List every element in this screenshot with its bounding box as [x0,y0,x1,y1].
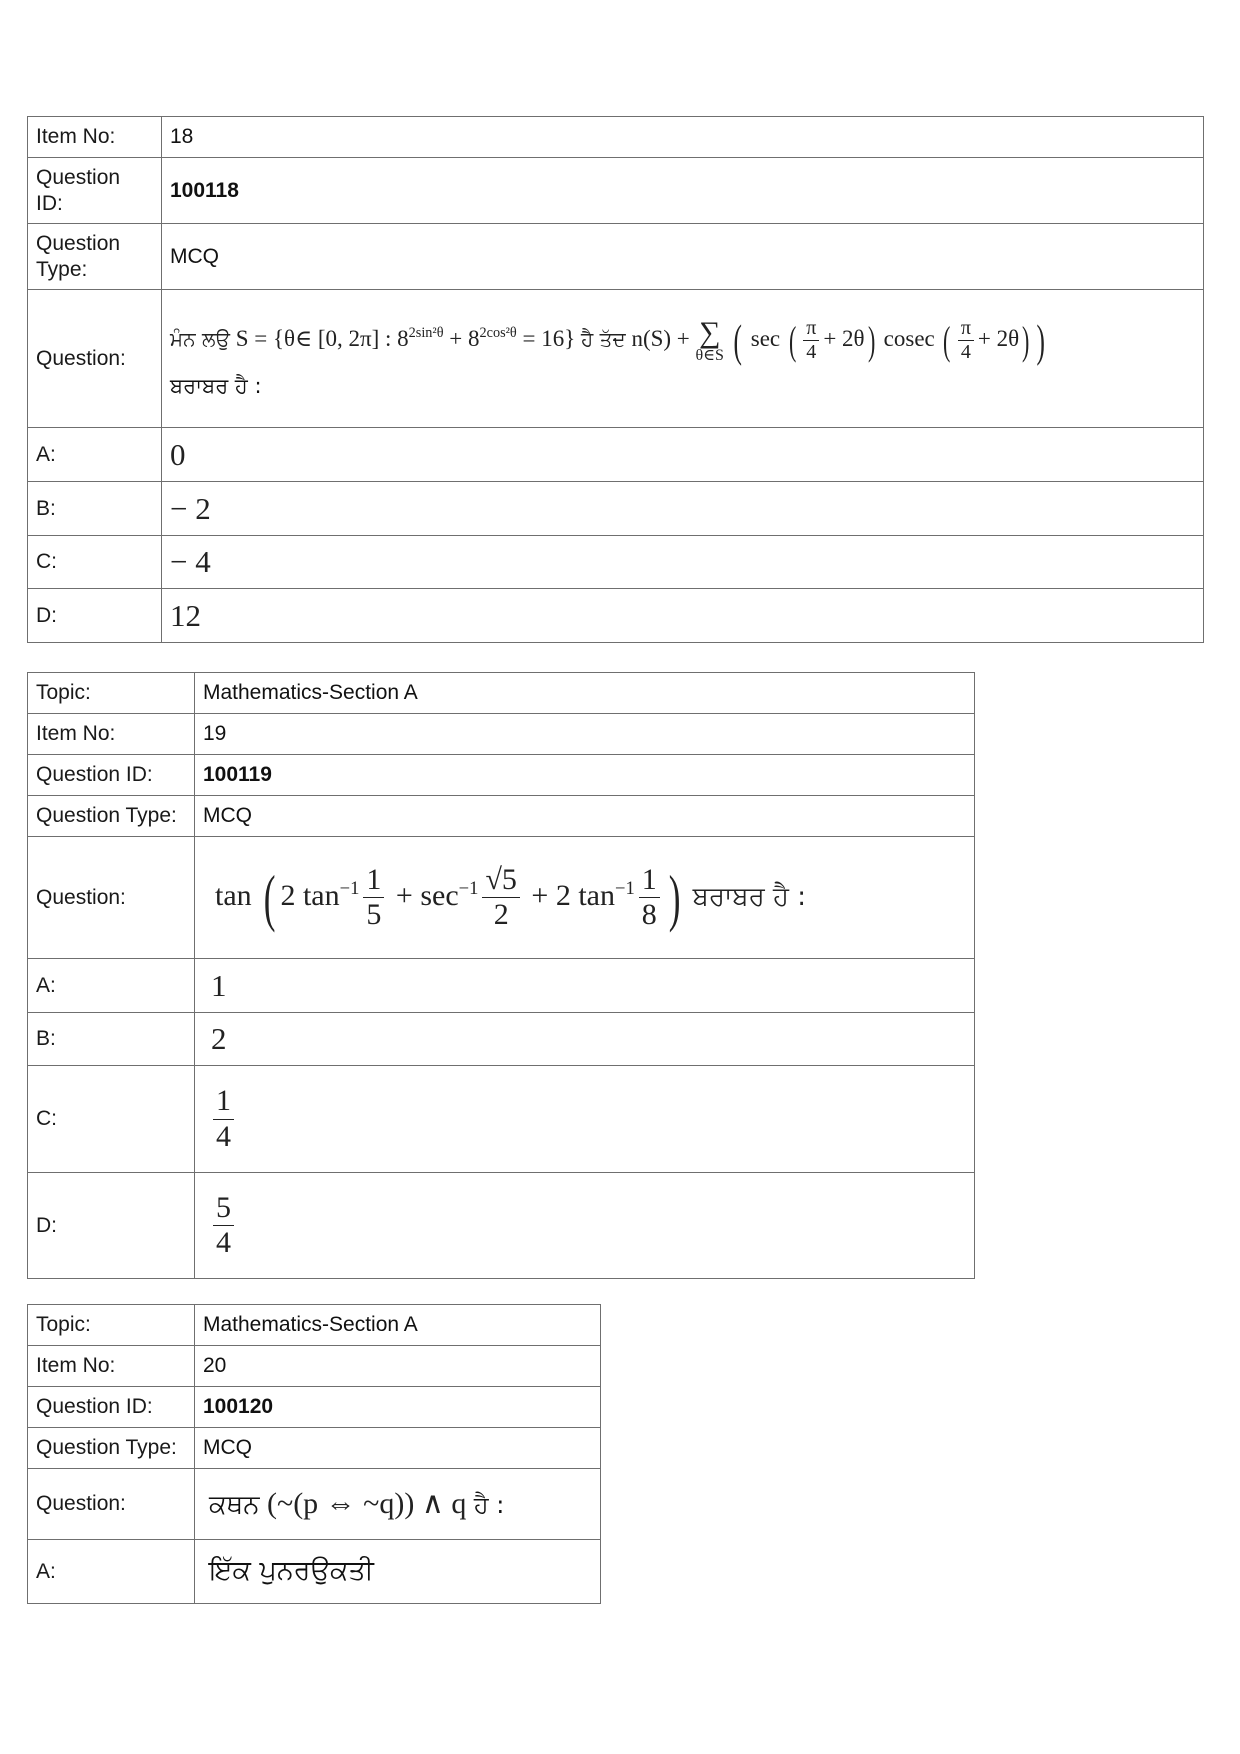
question-id-value: 100118 [162,158,1204,224]
option-a-label: A: [28,1540,195,1604]
then-text: ਹੈ ਤੱਦ [581,327,626,352]
item-no-row [28,1346,601,1387]
tan-function: tan [215,878,252,912]
option-d-fraction: $\frac{5}{4}$ [213,1191,234,1261]
question-19-table [27,672,975,1279]
one-over-eight: $\frac{1}{8}$ [639,863,660,933]
option-d-value: 12 [162,589,1204,643]
option-a-value: ਇੱਕ ਪੁਨਰਉਕਤੀ [195,1540,601,1604]
option-d-label: D: [28,1173,195,1279]
option-b-row [28,1013,975,1066]
inverse-exponent-1: −1 [339,877,360,899]
exponent-cos: 2cos²θ [479,325,517,342]
question-18-formula: ਮੰਨ ਲਉ S = {θ∈ [0, 2π] : $8^{2sin^2\theta} + 8^{2cos^2\theta} = 16$} ਹੈ ਤੱਦ n(S) + ∑ θ∈S ( sec ( $\frac{\pi}{4}$ + 2θ) cosec ( $\frac{\pi}{4}$ + 2θ) ) [170,314,1045,366]
question-id-label: Question ID: [28,1387,195,1428]
question-id-value: 100120 [195,1387,601,1428]
question-row [28,290,1204,428]
question-18-table [27,116,1204,643]
option-c-label: C: [28,1066,195,1173]
question-19-formula: tan ( 2 $\tan^{-1}$ $\frac{1}{5}$ + $\sec^{-1}$ $\frac{√5}{2}$ + 2 $\tan^{-1}$ $\frac{1}{8}$ ) ਬਰਾਬਰ ਹੈ : [215,861,806,933]
question-type-value: MCQ [195,1428,601,1469]
option-d-label: D: [28,589,162,643]
item-no-value: 18 [162,117,1204,158]
plus-sec-inverse: + sec [395,878,459,912]
option-d-row [28,589,1204,643]
pi-over-four-1: $\frac{\pi}{4}$ [803,317,819,364]
option-a-label: A: [28,428,162,482]
item-no-label: Item No: [28,1346,195,1387]
sqrt5-over-two: $\frac{√5}{2}$ [482,863,519,933]
question-type-label [28,224,162,290]
option-b-label: B: [28,482,162,536]
exponent-sin: 2sin²θ [408,325,444,342]
question-type-row [28,1428,601,1469]
question-tail-text: ਬਰਾਬਰ ਹੈ : [170,374,262,399]
option-a-value: 0 [162,428,1204,482]
option-a-value: 1 [195,959,975,1013]
option-a-row [28,428,1204,482]
question-label: Question: [28,837,195,959]
question-type-label-line1: Question [36,232,121,256]
option-d-value [195,1173,975,1279]
topic-label: Topic: [28,673,195,714]
plus-two-theta-1: + 2θ [823,326,865,352]
option-b-row [28,482,1204,536]
question-type-label-line2: Type: [36,257,88,281]
topic-row [28,673,975,714]
two-tan-inverse: 2 tan [280,878,340,912]
question-body [195,837,975,959]
cosec-function: cosec [883,326,935,352]
option-c-value [195,1066,975,1173]
question-type-value: MCQ [195,796,975,837]
question-id-row [28,755,975,796]
option-c-row [28,1066,975,1173]
topic-value: Mathematics-Section A [195,1305,601,1346]
option-a-row [28,959,975,1013]
question-id-value: 100119 [195,755,975,796]
option-d-row [28,1173,975,1279]
question-lead-text: ਮੰਨ ਲਉ [170,327,230,352]
topic-value: Mathematics-Section A [195,673,975,714]
inverse-exponent-3: −1 [615,877,635,899]
one-over-five: $\frac{1}{5}$ [363,863,384,933]
set-definition: S = {θ∈ [0, 2π] : 8 [235,326,409,352]
inverse-exponent-2: −1 [458,877,479,899]
plus-two-tan-inverse: + 2 tan [531,878,615,912]
question-20-table [27,1304,601,1604]
question-id-row [28,1387,601,1428]
question-body [162,290,1204,428]
question-label: Question: [28,290,162,428]
item-no-label: Item No: [28,117,162,158]
option-c-fraction: $\frac{1}{4}$ [213,1084,234,1154]
question-type-value: MCQ [162,224,1204,290]
summation: ∑ θ∈S [695,315,724,364]
question-type-row [28,224,1204,290]
logic-expression: (~(p ⇔ ~q)) ∧ q [259,1487,474,1520]
question-row [28,837,975,959]
question-tail-text: ਬਰਾਬਰ ਹੈ : [692,881,806,912]
question-id-label-line2: ID: [36,191,63,215]
option-a-label: A: [28,959,195,1013]
question-label: Question: [28,1469,195,1540]
question-tail-text: ਹੈ : [473,1491,505,1519]
option-b-value: − 2 [162,482,1204,536]
summation-subscript: θ∈S [695,346,724,364]
question-body [195,1469,601,1540]
sec-function: sec [750,326,781,352]
question-row [28,1469,601,1540]
item-no-row [28,714,975,755]
n-of-s: n(S) + [631,326,696,352]
plus-two-theta-2: + 2θ [977,326,1020,352]
item-no-row [28,117,1204,158]
item-no-value: 20 [195,1346,601,1387]
plus-eight: + 8 [443,326,480,352]
question-id-row [28,158,1204,224]
question-lead-text: ਕਥਨ [209,1490,260,1520]
question-type-row [28,796,975,837]
option-b-value: 2 [195,1013,975,1066]
option-c-row [28,536,1204,589]
equals-sixteen: = 16} [516,326,581,352]
topic-label: Topic: [28,1305,195,1346]
item-no-value: 19 [195,714,975,755]
question-id-label [28,158,162,224]
pi-over-four-2: $\frac{\pi}{4}$ [958,317,974,364]
question-type-label: Question Type: [28,1428,195,1469]
topic-row [28,1305,601,1346]
option-c-value: − 4 [162,536,1204,589]
item-no-label: Item No: [28,714,195,755]
question-id-label-line1: Question [36,166,121,190]
option-b-label: B: [28,1013,195,1066]
question-type-label: Question Type: [28,796,195,837]
option-c-label: C: [28,536,162,589]
option-a-row [28,1540,601,1604]
question-id-label: Question ID: [28,755,195,796]
